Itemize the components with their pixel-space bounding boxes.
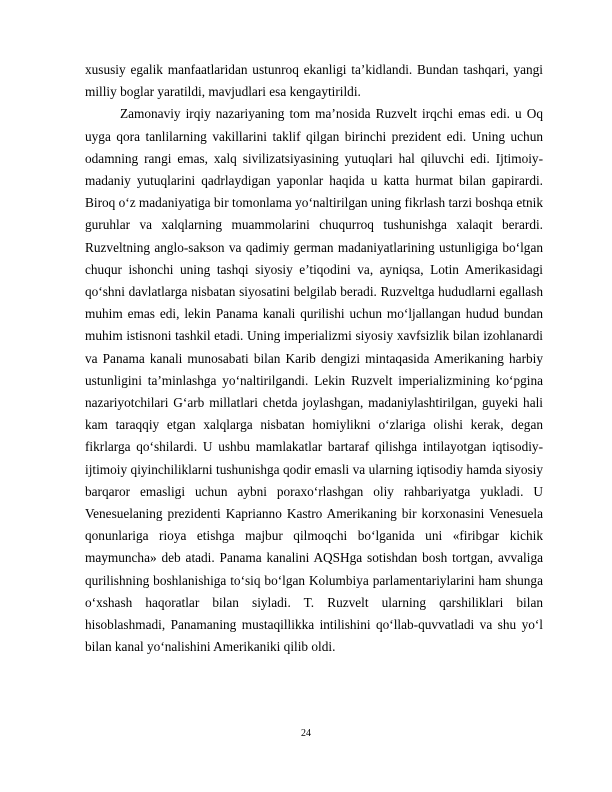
paragraph-continuation: xususiy egalik manfaatlaridan ustunroq ekanligi ta’kidlandi. Bundan tashqari, yangi milliy boglar yaratildi, mavjudlari esa kengaytirildi. [85, 62, 543, 100]
page-number: 24 [301, 728, 311, 739]
body-text [85, 59, 543, 658]
paragraph-ruzvelt: Zamonaviy irqiy nazariyaning tom ma’nosida Ruzvelt irqchi emas edi. u Oq uyga qora tanlilarning vakillarini taklif qilgan birinchi prezident edi. Uning uchun odamning rangi emas, xalq sivilizatsiyasining yutuqlari hal qiluvchi edi. Ijtimoiy-madaniy yutuqlarini qadrlaydigan yaponlar haqida u katta hurmat bilan gapirardi. Biroq o‘z madaniyatiga bir tomonlama yo‘naltirilgan uning fikrlash tarzi boshqa etnik guruhlar va xalqlarning muammolarini chuqurroq tushunishga xalaqit berardi. Ruzveltning anglo-sakson va qadimiy german madaniyatlarining ustunligiga bo‘lgan chuqur ishonchi uning tashqi siyosiy e’tiqodini va, ayniqsa, Lotin Amerikasidagi qo‘shni davlatlarga nisbatan siyosatini belgilab beradi. Ruzveltga hududlarni egallash muhim emas edi, lekin Panama kanali qurilishi uchun mo‘ljallangan hudud bundan muhim istisnoni tashkil etadi. Uning imperializmi siyosiy xavfsizlik bilan izohlanardi va Panama kanali munosabati bilan Karib dengizi mintaqasida Amerikaning harbiy ustunligini ta’minlashga yo‘naltirilgandi. Lekin Ruzvelt imperializmining ko‘pgina nazariyotchilari G‘arb millatlari chetda joylashgan, madaniylashtirilgan, guyeki hali kam taraqqiy etgan xalqlarga nisbatan homiylikni o‘zlariga olishi kerak, degan fikrlarga qo‘shilardi. U ushbu mamlakatlar bartaraf qilishga intilayotgan iqtisodiy-ijtimoiy qiyinchiliklarni tushunishga qodir emasli va ularning iqtisodiy hamda siyosiy barqaror emasligi uchun aybni poraxo‘rlashgan oliy rahbariyatga yukladi. U Venesuelaning prezidenti Kaprianno Kastro Amerikaning bir korxonasini Venesuela qonunlariga rioya etishga majbur qilmoqchi bo‘lganida uni «firibgar kichik maymuncha» deb atadi. Panama kanalini AQSHga sotishdan bosh tortgan, avvaliga qurilishning boshlanishiga to‘siq bo‘lgan Kolumbiya parlamentariylarini ham shunga o‘xshash haqoratlar bilan siyladi. T. Ruzvelt ularning qarshiliklari bilan hisoblashmadi, Panamaning mustaqillikka intilishini qo‘llab-quvvatladi va shu yo‘l bilan kanal yo‘nalishini Amerikaniki qilib oldi. [85, 106, 543, 655]
